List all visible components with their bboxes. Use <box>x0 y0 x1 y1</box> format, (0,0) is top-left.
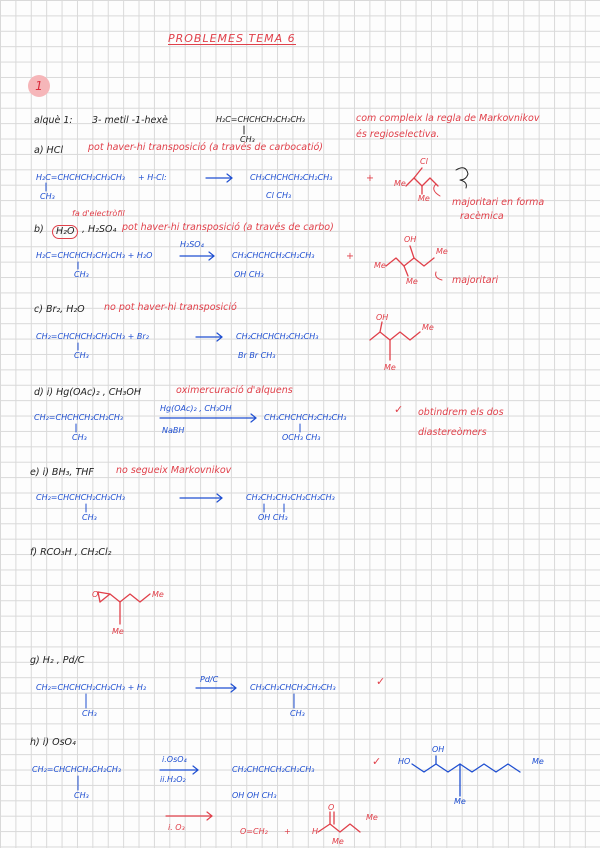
part-b-label-post: , H₂SO₄ <box>82 224 117 235</box>
part-a-side-note-1: majoritari en forma <box>452 197 545 208</box>
part-d-check: ✓ <box>394 403 404 416</box>
part-h-reactant: CH₂=CHCHCH₂CH₂CH₃ <box>32 765 122 774</box>
part-f-skel-o: O <box>92 590 99 599</box>
part-d-product: CH₃CHCHCH₂CH₂CH₃ <box>264 413 347 422</box>
part-d-cond-bottom: NaBH <box>162 426 185 435</box>
part-h-ozone-cond: i. O₃ <box>168 823 185 832</box>
part-g-label: g) H₂ , Pd/C <box>30 655 85 666</box>
part-a-skel-me1: Me <box>394 179 406 188</box>
part-h-ozone-o: O <box>328 803 335 812</box>
part-h-skel-me2: Me <box>454 797 466 806</box>
part-c-skeleton <box>370 332 420 340</box>
part-h-ozone-me1: Me <box>366 813 378 822</box>
part-a-label: a) HCl <box>34 145 63 156</box>
part-c-reactant-branch: CH₃ <box>74 351 89 360</box>
part-d-side-note-2: diastereòmers <box>418 427 487 438</box>
part-g-product: CH₃CH₂CHCH₂CH₂CH₃ <box>250 683 336 692</box>
part-h-ozone-me2: Me <box>332 837 344 846</box>
part-d-side-note-1: obtindrem els dos <box>418 407 504 418</box>
part-e-product: CH₂CH₂CH₂CH₂CH₂CH₃ <box>246 493 335 502</box>
part-h-skel-ho: HO <box>398 757 411 766</box>
part-h-ozone-skeleton <box>318 824 360 832</box>
compound-formula: H₂C=CHCHCH₂CH₂CH₃ <box>216 115 306 124</box>
compound-formula-branch: CH₃ <box>240 135 255 144</box>
part-a-reactant-branch: CH₃ <box>40 192 55 201</box>
part-h-reactant-branch: CH₃ <box>74 791 89 800</box>
part-h-skel-me1: Me <box>532 757 544 766</box>
part-e-product-subs: OH CH₃ <box>258 513 288 522</box>
part-e-label: e) i) BH₃, THF <box>30 467 94 478</box>
part-h-product: CH₂CHCHCH₂CH₂CH₃ <box>232 765 315 774</box>
part-e-note: no segueix Markovnikov <box>116 465 232 476</box>
part-c-skel-me2: Me <box>384 363 396 372</box>
part-h-product-subs: OH OH CH₃ <box>232 791 277 800</box>
markovnikov-note-2: és regioselectiva. <box>356 129 440 140</box>
part-d-product-subs: OCH₃ CH₃ <box>282 433 321 442</box>
part-c-product: CH₂CHCHCH₂CH₂CH₃ <box>236 332 319 341</box>
part-c-skel-me1: Me <box>422 323 434 332</box>
part-a-product: CH₃CHCHCH₂CH₂CH₃ <box>250 173 333 182</box>
part-g-reactant: CH₂=CHCHCH₂CH₂CH₃ + H₂ <box>36 683 147 692</box>
part-h-ozone-prod1: O=CH₂ <box>240 827 268 836</box>
part-f-skel-me2: Me <box>112 627 124 636</box>
part-c-product-subs: Br Br CH₃ <box>238 351 276 360</box>
part-b-label-pre: b) <box>34 224 44 235</box>
part-a-plus: + <box>366 173 374 184</box>
part-a-skel-me2: Me <box>418 194 430 203</box>
part-c-note: no pot haver-hi transposició <box>104 302 237 313</box>
part-b-skel-me1: Me <box>374 261 386 270</box>
part-g-product-branch: CH₃ <box>290 709 305 718</box>
part-a-skeleton <box>406 178 438 186</box>
part-a-side-note-2: racèmica <box>460 211 504 222</box>
part-h-ozone-h: H <box>312 827 319 836</box>
markovnikov-note-1: com compleix la regla de Markovnikov <box>356 113 540 124</box>
part-g-reactant-branch: CH₃ <box>82 709 97 718</box>
part-a-reactant: H₂C=CHCHCH₂CH₂CH₃ <box>36 173 126 182</box>
part-b-skel-me3: Me <box>406 277 418 286</box>
part-f-skeleton <box>100 594 150 602</box>
intro-label: alquè 1: <box>34 115 73 126</box>
part-b-reactant: H₂C=CHCHCH₂CH₂CH₃ + H₂O <box>36 251 153 260</box>
part-b-skeleton <box>386 258 434 266</box>
part-b-reactant-branch: CH₃ <box>74 270 89 279</box>
part-h-label: h) i) OsO₄ <box>30 737 76 748</box>
part-h-check: ✓ <box>372 755 382 768</box>
part-a-skel-cl: Cl <box>420 157 428 166</box>
part-g-cond: Pd/C <box>200 675 219 684</box>
part-h-ozone-plus: + <box>284 827 291 836</box>
part-b-label-h2o: H₂O <box>52 225 78 239</box>
part-h-cond-top: i.OsO₄ <box>162 755 187 764</box>
page-title: PROBLEMES TEMA 6 <box>168 32 296 45</box>
part-c-reactant: CH₂=CHCHCH₂CH₂CH₃ + Br₂ <box>36 332 149 341</box>
part-h-cond-bottom: ii.H₂O₂ <box>160 775 186 784</box>
part-g-check: ✓ <box>376 675 386 688</box>
part-a-product-subs: Cl CH₃ <box>266 191 292 200</box>
part-f-skel-me1: Me <box>152 590 164 599</box>
part-d-cond-top: Hg(OAc)₂ , CH₃OH <box>160 404 232 413</box>
part-f-label: f) RCO₃H , CH₂Cl₂ <box>30 547 112 558</box>
part-d-label: d) i) Hg(OAc)₂ , CH₃OH <box>34 387 141 398</box>
part-e-reactant-branch: CH₃ <box>82 513 97 522</box>
part-c-skel-oh: OH <box>376 313 389 322</box>
part-b-side-note: majoritari <box>452 275 499 286</box>
part-b-plus: + <box>346 251 354 262</box>
part-a-note: pot haver-hi transposició (a través de carbocatió) <box>88 142 323 153</box>
part-b-skel-me2: Me <box>436 247 448 256</box>
problem-number-badge: 1 <box>28 75 50 97</box>
part-b-electrofil: fa d'electròfil <box>72 209 125 218</box>
part-h-skeleton <box>412 764 520 772</box>
part-b-product: CH₃CHCHCH₂CH₂CH₃ <box>232 251 315 260</box>
part-h-skel-oh: OH <box>432 745 445 754</box>
part-d-reactant-branch: CH₃ <box>72 433 87 442</box>
part-b-note: pot haver-hi transposició (a través de carbo) <box>122 222 334 233</box>
part-d-reactant: CH₂=CHCHCH₂CH₂CH₃ <box>34 413 124 422</box>
part-a-reagent: + H-Cl: <box>138 173 167 182</box>
part-b-cond: H₂SO₄ <box>180 240 204 249</box>
part-b-skel-oh: OH <box>404 235 417 244</box>
compound-name: 3- metil -1-hexè <box>92 115 168 126</box>
part-b-product-subs: OH CH₃ <box>234 270 264 279</box>
part-e-reactant: CH₂=CHCHCH₂CH₂CH₃ <box>36 493 126 502</box>
part-d-note: oximercuració d'alquens <box>176 385 293 396</box>
part-c-label: c) Br₂, H₂O <box>34 304 85 315</box>
